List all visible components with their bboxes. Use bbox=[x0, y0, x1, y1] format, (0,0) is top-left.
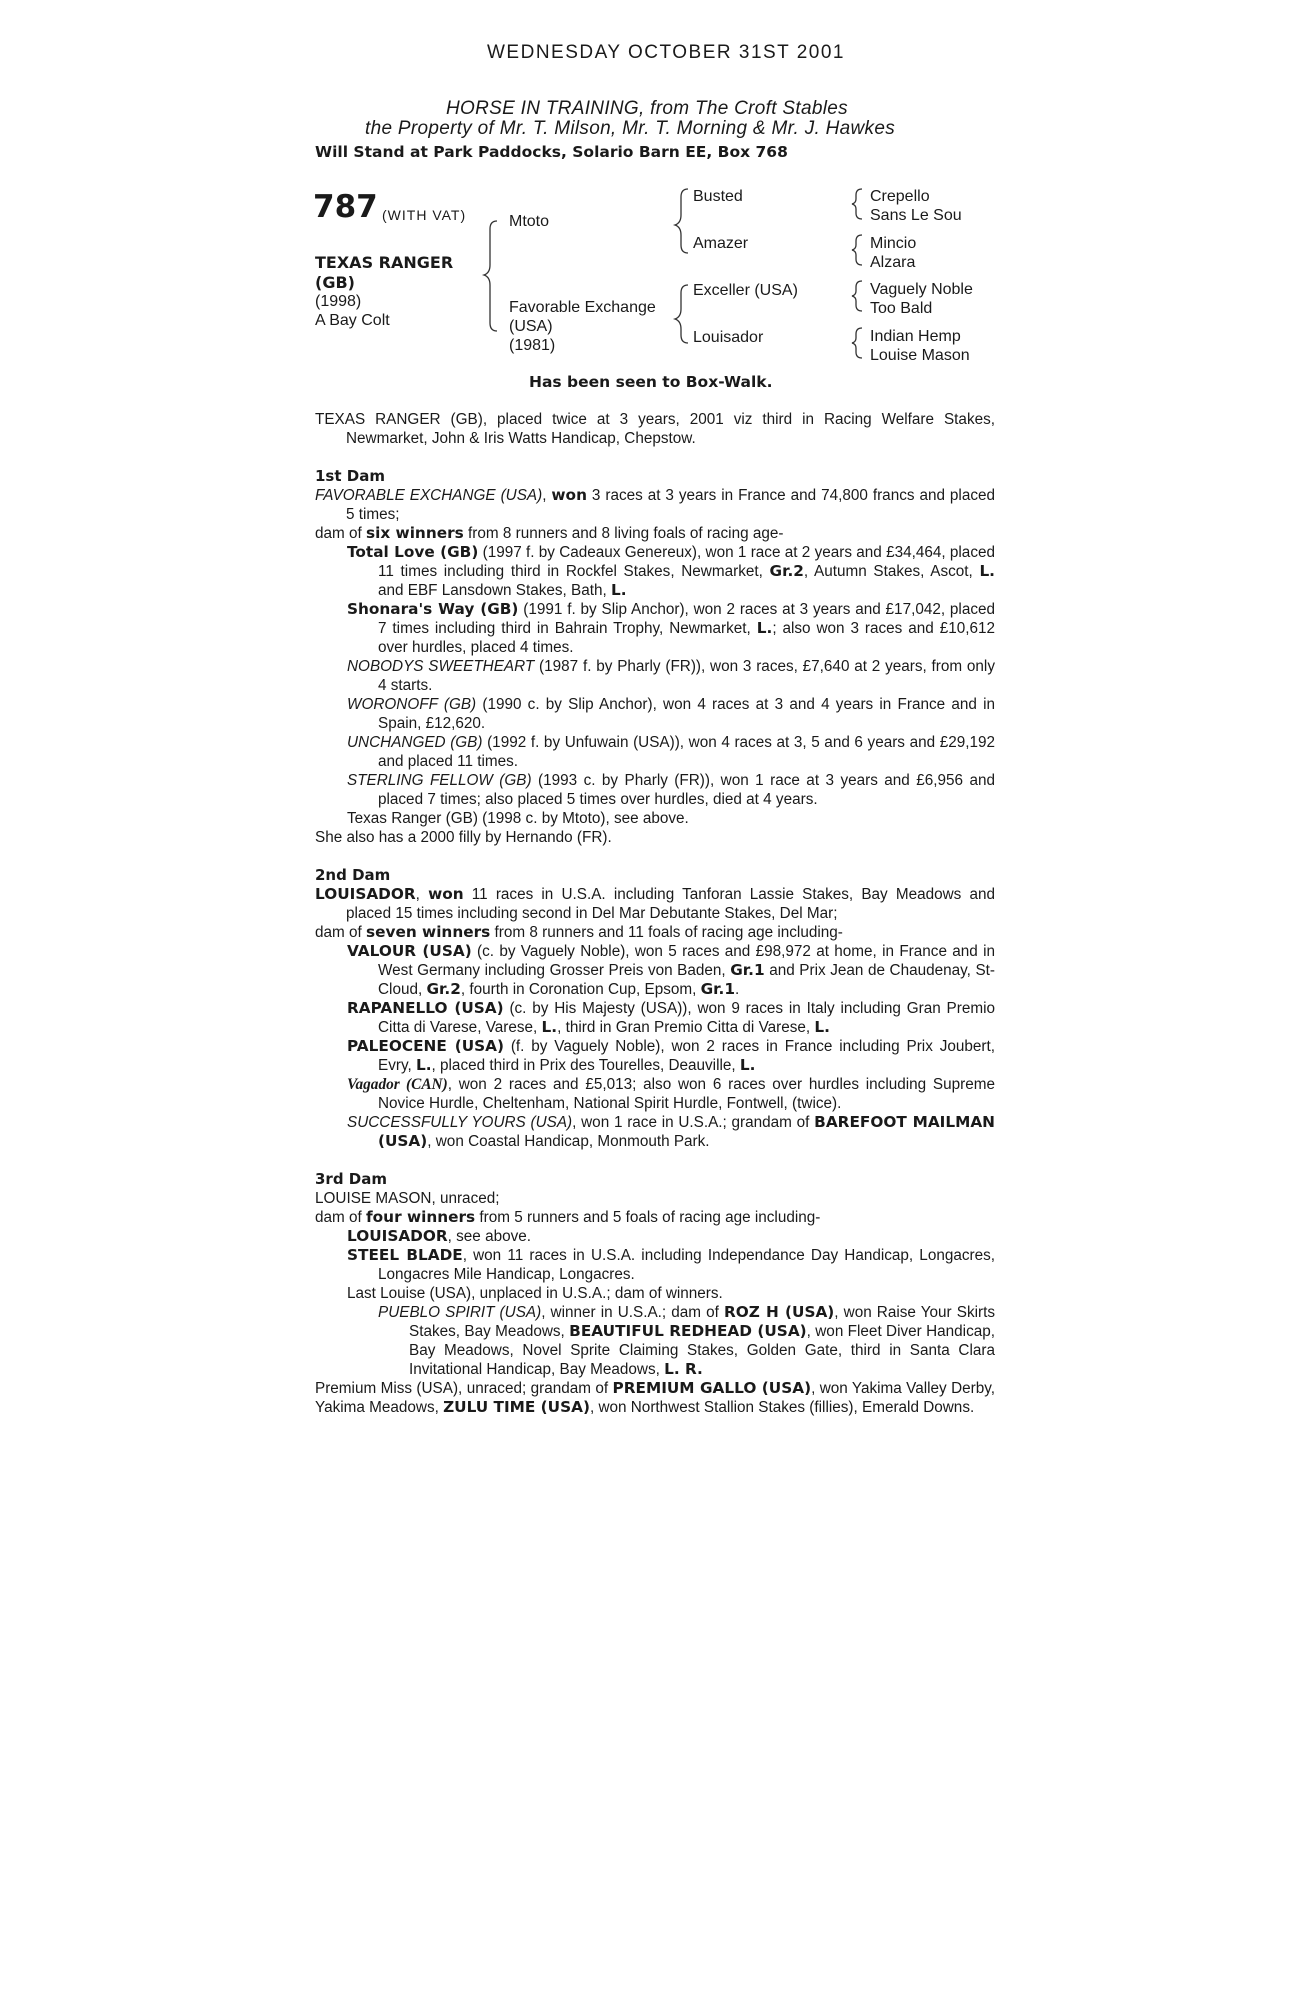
produce-vagador: Vagador (CAN), won 2 races and £5,013; also won 6 races over hurdles including Supreme Novice Hurdle, Cheltenham, National Spirit Hurdle, Fontwell, (twice). bbox=[347, 1076, 995, 1112]
horse-name: TEXAS RANGER bbox=[315, 253, 454, 272]
pedigree-sire-dam: Amazer bbox=[693, 235, 749, 252]
horse-origin: (GB) bbox=[315, 273, 355, 292]
pedigree-g1: Crepello bbox=[870, 188, 930, 205]
second-dam-heading: 2nd Dam bbox=[315, 866, 391, 884]
produce-nobodys-sweetheart: NOBODYS SWEETHEART (1987 f. by Pharly (FR)), won 3 races, £7,640 at 2 years, from only 4 starts. bbox=[347, 658, 995, 694]
second-dam-produce-summary: dam of seven winners from 8 runners and 11 foals of racing age including- bbox=[315, 923, 843, 941]
produce-last-louise: Last Louise (USA), unplaced in U.S.A.; dam of winners. bbox=[347, 1285, 723, 1302]
pedigree-g2: Sans Le Sou bbox=[870, 207, 962, 224]
pedigree-g4: Alzara bbox=[870, 254, 916, 271]
horse-year: (1998) bbox=[315, 293, 362, 310]
produce-woronoff: WORONOFF (GB) (1990 c. by Slip Anchor), won 4 races at 3 and 4 years in France and in Spain, £12,620. bbox=[347, 696, 995, 732]
sale-date: WEDNESDAY OCTOBER 31ST 2001 bbox=[487, 42, 845, 63]
winners-count: six winners bbox=[366, 524, 464, 542]
produce-sterling-fellow: STERLING FELLOW (GB) (1993 c. by Pharly (FR)), won 1 race at 3 years and £6,956 and placed 7 times; also placed 5 times over hurdles, died at 4 years. bbox=[347, 772, 996, 808]
second-dam-record: LOUISADOR, won 11 races in U.S.A. including Tanforan Lassie Stakes, Bay Meadows and placed 15 times including second in Del Mar Debutante Stakes, Del Mar; bbox=[315, 885, 996, 922]
pedigree-g5: Vaguely Noble bbox=[870, 281, 973, 298]
intro-line-2: Newmarket, John & Iris Watts Handicap, Chepstow. bbox=[346, 430, 696, 447]
produce-shonaras-way: Shonara's Way (GB) (1991 f. by Slip Anchor), won 2 races at 3 years and £17,042, placed 7 times including third in Bahrain Trophy, Newmarket, L.; also won 3 races and £10,612 over hurdles, placed 4 times. bbox=[347, 600, 995, 656]
pedigree-g6: Too Bald bbox=[870, 300, 933, 317]
first-dam-produce-summary: dam of six winners from 8 runners and 8 living foals of racing age- bbox=[315, 524, 784, 542]
produce-texas-ranger: Texas Ranger (GB) (1998 c. by Mtoto), see above. bbox=[347, 810, 689, 827]
produce-unchanged: UNCHANGED (GB) (1992 f. by Unfuwain (USA)), won 4 races at 3, 5 and 6 years and £29,192 and placed 11 times. bbox=[347, 734, 995, 770]
produce-total-love: Total Love (GB) (1997 f. by Cadeaux Genereux), won 1 race at 2 years and £34,464, placed 11 times including third in Rockfel Stakes, Newmarket, Gr.2, Autumn Stakes, Ascot, L. and EBF Lansdown Stakes, Bath, L. bbox=[347, 543, 995, 599]
first-dam-heading: 1st Dam bbox=[315, 467, 385, 485]
produce-filly-note: She also has a 2000 filly by Hernando (FR). bbox=[315, 829, 612, 846]
lot-number: 787 bbox=[313, 189, 378, 225]
produce-record bbox=[315, 410, 995, 1417]
boxwalk-notice: Has been seen to Box-Walk. bbox=[529, 373, 773, 391]
produce-premium-miss: Premium Miss (USA), unraced; grandam of PREMIUM GALLO (USA), won Yakima Valley Derby, Yakima Meadows, ZULU TIME (USA), won Northwest Stallion Stakes (fillies), Emerald Downs. bbox=[315, 1379, 995, 1416]
third-dam-heading: 3rd Dam bbox=[315, 1170, 387, 1188]
won-label: won bbox=[551, 486, 587, 504]
pedigree-dam-dam: Louisador bbox=[693, 329, 764, 346]
first-dam-record: FAVORABLE EXCHANGE (USA), won 3 races at 3 years in France and 74,800 francs and placed 5 times; bbox=[315, 486, 995, 523]
produce-rapanello: RAPANELLO (USA) (c. by His Majesty (USA)), won 9 races in Italy including Gran Premio Citta di Varese, Varese, L., third in Gran Premio Citta di Varese, L. bbox=[347, 999, 995, 1036]
pedigree-g8: Louise Mason bbox=[870, 347, 970, 364]
intro-paragraph bbox=[315, 410, 995, 448]
produce-steel-blade: STEEL BLADE, won 11 races in U.S.A. including Independance Day Handicap, Longacres, Longacres Mile Handicap, Longacres. bbox=[347, 1246, 995, 1283]
pedigree-dam-year: (1981) bbox=[509, 337, 556, 354]
third-dam-produce-summary: dam of four winners from 5 runners and 5 foals of racing age including- bbox=[315, 1208, 821, 1226]
produce-valour: VALOUR (USA) (c. by Vaguely Noble), won 5 races and £98,972 at home, in France and in West Germany including Grosser Preis von Baden, Gr.1 and Prix Jean de Chaudenay, St-Cloud, Gr.2, fourth in Coronation Cup, Epsom, Gr.1. bbox=[347, 942, 996, 998]
stand-location: Will Stand at Park Paddocks, Solario Barn EE, Box 768 bbox=[315, 143, 788, 161]
pedigree-g3: Mincio bbox=[870, 235, 917, 252]
vat-note: (WITH VAT) bbox=[382, 207, 467, 223]
horse-description: A Bay Colt bbox=[315, 312, 390, 329]
first-dam-name: FAVORABLE EXCHANGE (USA) bbox=[315, 487, 543, 504]
produce-successfully-yours: SUCCESSFULLY YOURS (USA), won 1 race in U.S.A.; grandam of BAREFOOT MAILMAN (USA), won Coastal Handicap, Monmouth Park. bbox=[347, 1113, 995, 1150]
produce-paleocene: PALEOCENE (USA) (f. by Vaguely Noble), won 2 races in France including Prix Joubert, Evry, L., placed third in Prix des Tourelles, Deauville, L. bbox=[347, 1037, 995, 1074]
intro-line-1: TEXAS RANGER (GB), placed twice at 3 years, 2001 viz third in Racing Welfare Stakes, bbox=[315, 411, 995, 428]
consignor-line-1: HORSE IN TRAINING, from The Croft Stables bbox=[446, 98, 848, 119]
pedigree-sire-sire: Busted bbox=[693, 188, 743, 205]
third-dam-record: LOUISE MASON, unraced; bbox=[315, 1190, 500, 1207]
produce-louisador: LOUISADOR, see above. bbox=[347, 1227, 531, 1245]
first-dam-wins: 3 races at 3 years in France and 74,800 francs and placed 5 times; bbox=[346, 487, 995, 523]
pedigree-g7: Indian Hemp bbox=[870, 328, 961, 345]
consignor-line-2: the Property of Mr. T. Milson, Mr. T. Morning & Mr. J. Hawkes bbox=[365, 118, 896, 139]
pedigree-dam-sire: Exceller (USA) bbox=[693, 282, 798, 299]
pedigree-sire: Mtoto bbox=[509, 213, 550, 230]
produce-pueblo-spirit: PUEBLO SPIRIT (USA), winner in U.S.A.; dam of ROZ H (USA), won Raise Your Skirts Stakes, Bay Meadows, BEAUTIFUL REDHEAD (USA), won Fleet Diver Handicap, Bay Meadows, Novel Sprite Claiming Stakes, Golden Gate, third in Santa Clara Invitational Handicap, Bay Meadows, L. R. bbox=[378, 1303, 995, 1378]
pedigree-dam: Favorable Exchange bbox=[509, 299, 656, 316]
pedigree-dam-origin: (USA) bbox=[509, 318, 553, 335]
